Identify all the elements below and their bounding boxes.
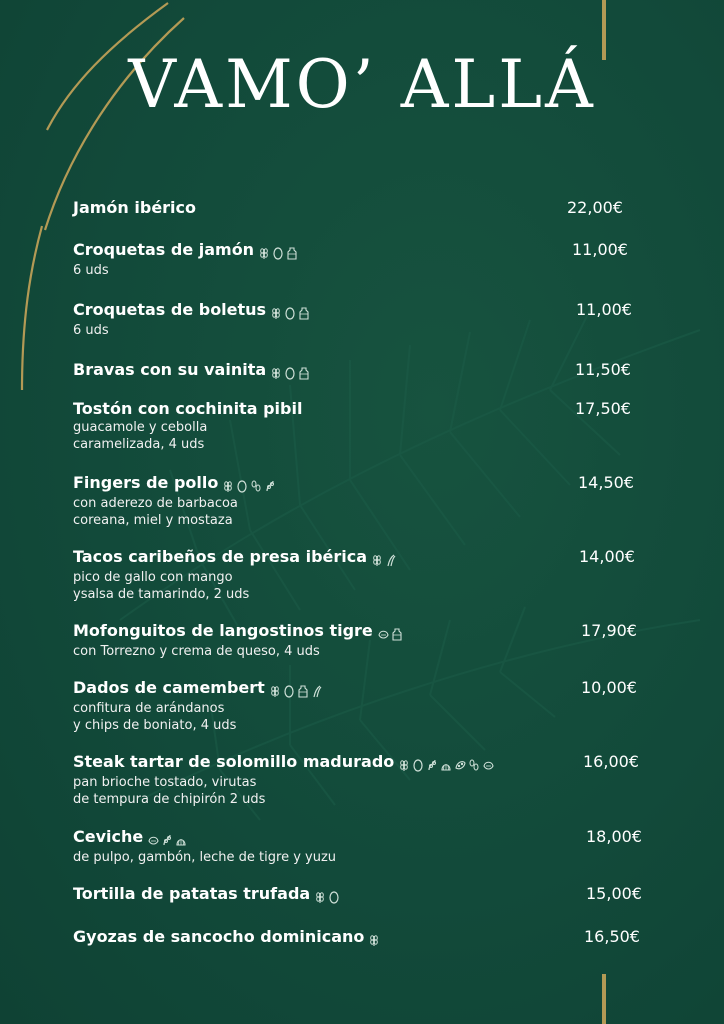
allergen-icons [270,362,312,382]
egg-icon [283,684,295,698]
menu-item-name-text: Dados de camembert [73,678,265,697]
crustacean-icon [147,833,159,847]
menu-item-name-text: Steak tartar de solomillo madurado [73,752,395,771]
menu-item-name [73,927,673,949]
menu-item-name [73,827,673,849]
menu-item [73,300,673,339]
menu-item-description: y chips de boniato, 4 uds [73,718,237,733]
menu-item [73,399,673,453]
menu-item-description: caramelizada, 4 uds [73,437,205,452]
egg-icon [328,890,340,904]
menu-item [73,927,673,949]
crustacean-icon [377,627,389,641]
menu-item [73,621,673,660]
mustard-icon [161,833,173,847]
menu-item-name-text: Gyozas de sancocho dominicano [73,927,365,946]
crustacean-icon [482,758,494,772]
menu-item [73,473,673,529]
egg-icon [272,246,284,260]
gluten-icon [270,306,282,320]
menu-item [73,547,673,603]
gluten-icon [222,479,234,493]
menu-item [73,678,673,734]
menu-item-name-text: Ceviche [73,827,144,846]
menu-item-description: coreana, miel y mostaza [73,513,233,528]
menu-item-name-text: Tacos caribeños de presa ibérica [73,547,368,566]
gold-bar-bottom [602,974,606,1024]
menu-item [73,198,673,218]
soy-icon [454,758,466,772]
milk-icon [298,366,310,380]
gluten-icon [270,366,282,380]
menu-item-name [73,884,673,906]
milk-icon [286,246,298,260]
menu-item [73,884,673,906]
allergen-icons [398,754,496,774]
menu-item-description: ysalsa de tamarindo, 2 uds [73,587,250,602]
celery-icon [385,553,397,567]
allergen-icons [222,475,278,495]
menu-item-name-text: Jamón ibérico [73,198,197,217]
gluten-icon [398,758,410,772]
allergen-icons [377,623,405,643]
mollusc-icon [440,758,452,772]
menu-item-name-text: Croquetas de jamón [73,240,255,259]
menu-item-description: confitura de arándanos [73,701,225,716]
allergen-icons [270,302,312,322]
egg-icon [236,479,248,493]
allergen-icons [371,549,399,569]
gluten-icon [269,684,281,698]
menu-item [73,752,673,808]
allergen-icons [269,680,325,700]
menu-item-price: 11,00€ [576,300,632,319]
menu-item [73,240,673,279]
allergen-icons [368,929,382,949]
mollusc-icon [175,833,187,847]
menu-item-name-text: Mofonguitos de langostinos tigre [73,621,373,640]
menu-item-description: con Torrezno y crema de queso, 4 uds [73,644,320,659]
gluten-icon [368,933,380,947]
menu-item-name-text: Tostón con cochinita pibil [73,399,303,418]
egg-icon [284,366,296,380]
menu-item-price: 14,50€ [578,473,634,492]
menu-item-name-text: Bravas con su vainita [73,360,267,379]
menu-item-name-text: Croquetas de boletus [73,300,267,319]
gluten-icon [258,246,270,260]
menu-item-price: 17,50€ [575,399,631,418]
restaurant-title: VAMO’ ALLÁ [128,46,596,123]
milk-icon [298,306,310,320]
sesame-icon [468,758,480,772]
gluten-icon [314,890,326,904]
celery-icon [311,684,323,698]
menu-item [73,360,673,382]
gluten-icon [371,553,383,567]
mustard-icon [264,479,276,493]
menu-item-price: 11,00€ [572,240,628,259]
menu-item [73,827,673,866]
egg-icon [284,306,296,320]
menu-item-price: 18,00€ [586,827,642,846]
menu-item-description: 6 uds [73,263,109,278]
menu-item-description: pan brioche tostado, virutas [73,775,257,790]
allergen-icons [314,886,342,906]
milk-icon [297,684,309,698]
menu-item-price: 14,00€ [579,547,635,566]
menu-item-name-text: Tortilla de patatas trufada [73,884,311,903]
menu-item-description: de pulpo, gambón, leche de tigre y yuzu [73,850,337,865]
egg-icon [412,758,424,772]
menu-item-price: 16,50€ [584,927,640,946]
allergen-icons [147,829,189,849]
mustard-icon [426,758,438,772]
menu-item-description: guacamole y cebolla [73,420,208,435]
allergen-icons [258,242,300,262]
menu-item-price: 22,00€ [567,198,623,217]
menu-item-description: pico de gallo con mango [73,570,233,585]
menu-item-price: 17,90€ [581,621,637,640]
menu-item-description: 6 uds [73,323,109,338]
menu-item-name-text: Fingers de pollo [73,473,219,492]
menu-item-price: 11,50€ [575,360,631,379]
menu-item-price: 16,00€ [583,752,639,771]
milk-icon [391,627,403,641]
sesame-icon [250,479,262,493]
menu-item-price: 10,00€ [581,678,637,697]
menu-item-price: 15,00€ [586,884,642,903]
menu-item-description: con aderezo de barbacoa [73,496,238,511]
menu-item-description: de tempura de chipirón 2 uds [73,792,266,807]
